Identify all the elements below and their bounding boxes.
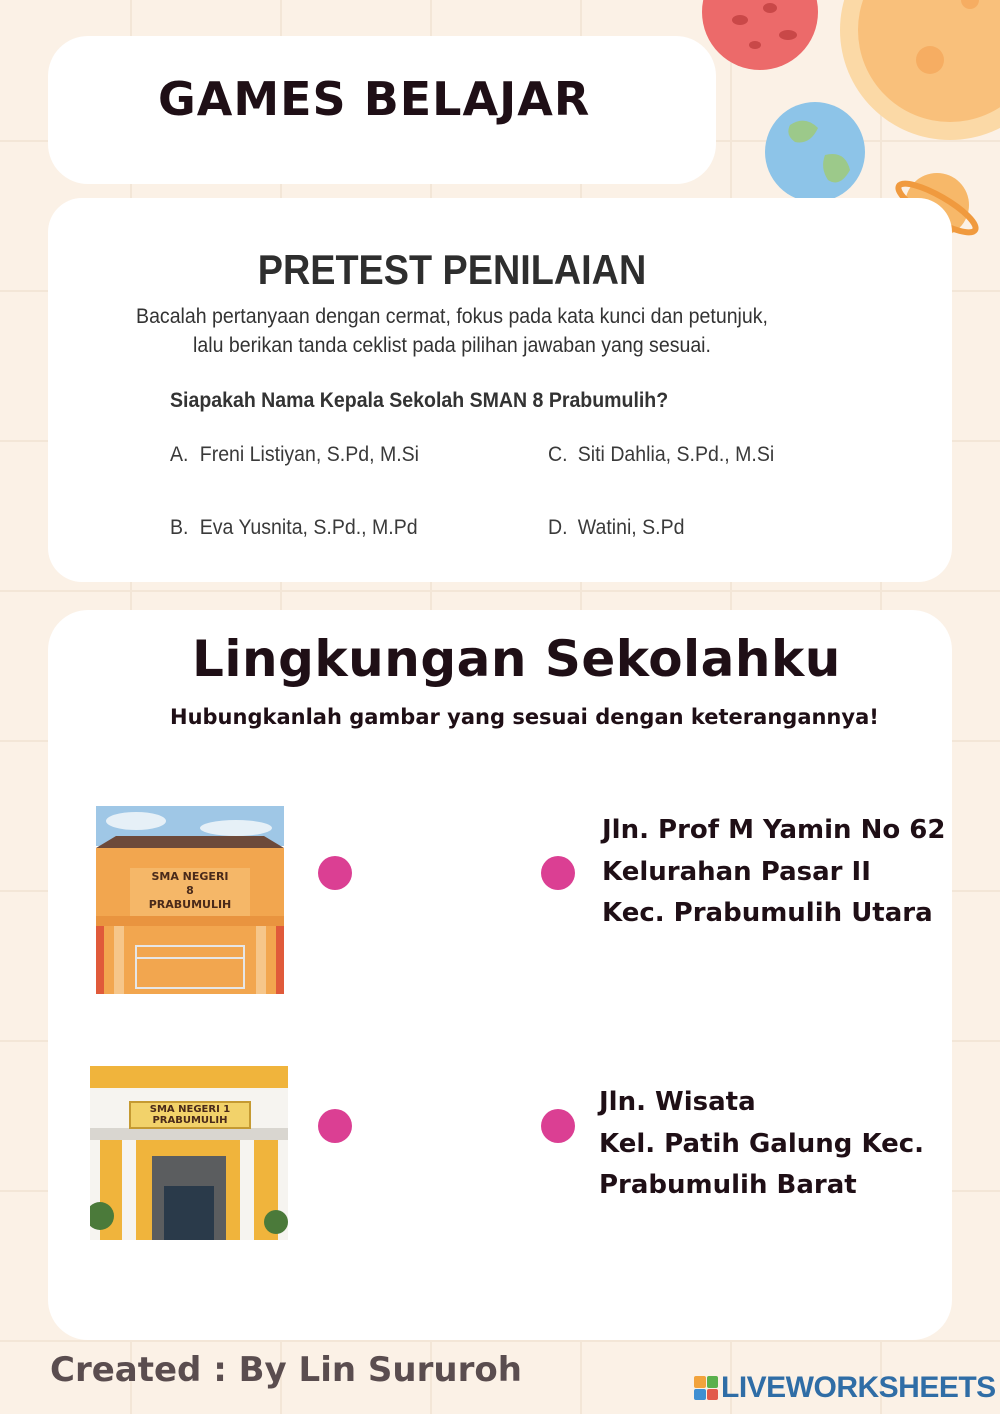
pretest-question: Siapakah Nama Kepala Sekolah SMAN 8 Prabumulih? [170, 389, 669, 412]
matching-subheading: Hubungkanlah gambar yang sesuai dengan keterangannya! [170, 705, 879, 729]
address-line: Kelurahan Pasar II [602, 856, 871, 887]
address-line: Kel. Patih Galung Kec. [599, 1128, 925, 1159]
option-a[interactable] [170, 443, 419, 467]
red-planet-icon [700, 0, 830, 75]
school-photo-sman1 [90, 1066, 288, 1240]
school-photo-sman8 [96, 806, 284, 994]
match-dot-address-1[interactable] [541, 856, 575, 890]
address-line: Jln. Prof M Yamin No 62 [602, 815, 946, 845]
sign-line2: 8 [186, 884, 194, 897]
credit-text: Created : By Lin Sururoh [50, 1350, 522, 1390]
matching-heading: Lingkungan Sekolahku [192, 630, 841, 688]
option-text: Watini, S.Pd [577, 516, 685, 539]
address-2 [599, 1082, 924, 1207]
address-line: Kec. Prabumulih Utara [602, 898, 933, 928]
earth-icon [760, 100, 870, 210]
option-letter: B. [170, 516, 189, 539]
pretest-instruction-line2: lalu berikan tanda ceklist pada pilihan jawaban yang sesuai. [193, 334, 711, 357]
pretest-instruction-line1: Bacalah pertanyaan dengan cermat, fokus pada kata kunci dan petunjuk, [136, 305, 768, 328]
sign-line2: PRABUMULIH [152, 1115, 228, 1126]
liveworksheets-logo-icon [694, 1376, 718, 1400]
brand-text: LIVEWORKSHEETS [721, 1371, 996, 1404]
match-dot-picture-2[interactable] [318, 1109, 352, 1143]
address-line: Jln. Wisata [599, 1087, 756, 1117]
pretest-heading: PRETEST PENILAIAN [257, 246, 647, 293]
option-d[interactable] [548, 516, 684, 540]
sign-line1: SMA NEGERI [151, 870, 229, 883]
match-dot-picture-1[interactable] [318, 856, 352, 890]
page-title: GAMES BELAJAR [158, 72, 591, 126]
option-c[interactable] [548, 443, 774, 467]
address-line: Prabumulih Barat [599, 1170, 857, 1200]
sign-line1: SMA NEGERI 1 [149, 1104, 231, 1115]
option-letter: C. [548, 443, 568, 466]
option-text: Eva Yusnita, S.Pd., M.Pd [199, 516, 418, 539]
liveworksheets-brand[interactable] [694, 1372, 996, 1404]
option-b[interactable] [170, 516, 418, 540]
address-1 [602, 810, 945, 935]
option-text: Siti Dahlia, S.Pd., M.Si [577, 443, 775, 466]
option-text: Freni Listiyan, S.Pd, M.Si [199, 443, 420, 466]
option-letter: A. [170, 443, 189, 466]
match-dot-address-2[interactable] [541, 1109, 575, 1143]
option-letter: D. [548, 516, 568, 539]
sign-line3: PRABUMULIH [148, 898, 232, 911]
